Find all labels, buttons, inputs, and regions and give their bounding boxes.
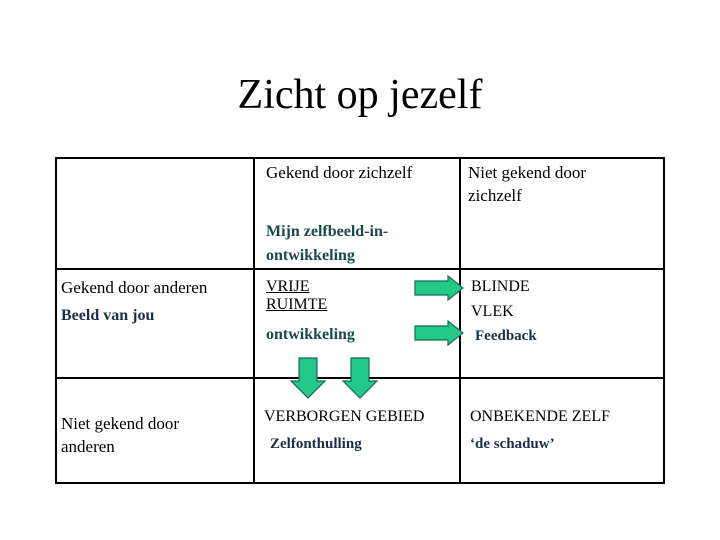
self-image-line1: Mijn zelfbeeld-in- xyxy=(266,223,389,240)
row-header-unknown-others-line1: Niet gekend door xyxy=(61,414,180,433)
row-header-known-others: Gekend door anderen xyxy=(61,278,208,297)
column-header-unknown-self-line1: Niet gekend door xyxy=(468,163,587,182)
free-space-sub: ontwikkeling xyxy=(266,326,355,343)
arrow-right-icon xyxy=(414,275,464,301)
page-title: Zicht op jezelf xyxy=(237,72,483,118)
blind-spot-sub: Feedback xyxy=(475,328,537,344)
grid-line-vertical-1 xyxy=(253,157,255,484)
hidden-area-sub: Zelfonthulling xyxy=(270,436,362,452)
blind-spot-label-line1: BLINDE xyxy=(471,278,530,295)
free-space-label-line2: RUIMTE xyxy=(266,296,328,313)
blind-spot-label-line2: VLEK xyxy=(471,303,514,320)
free-space-label-line1: VRIJE xyxy=(266,278,310,295)
unknown-self-sub: ‘de schaduw’ xyxy=(470,436,555,452)
arrow-right-icon xyxy=(414,320,464,346)
row-header-known-others-sub: Beeld van jou xyxy=(61,307,155,324)
column-header-known-self: Gekend door zichzelf xyxy=(266,163,413,182)
column-header-unknown-self-line2: zichzelf xyxy=(468,186,522,205)
self-image-line2: ontwikkeling xyxy=(266,247,355,264)
row-header-unknown-others-line2: anderen xyxy=(61,437,115,456)
hidden-area-label: VERBORGEN GEBIED xyxy=(264,408,425,425)
grid-line-horizontal-1 xyxy=(55,268,665,270)
arrow-down-icon xyxy=(342,357,378,399)
arrow-down-icon xyxy=(290,357,326,399)
unknown-self-label: ONBEKENDE ZELF xyxy=(470,408,610,425)
